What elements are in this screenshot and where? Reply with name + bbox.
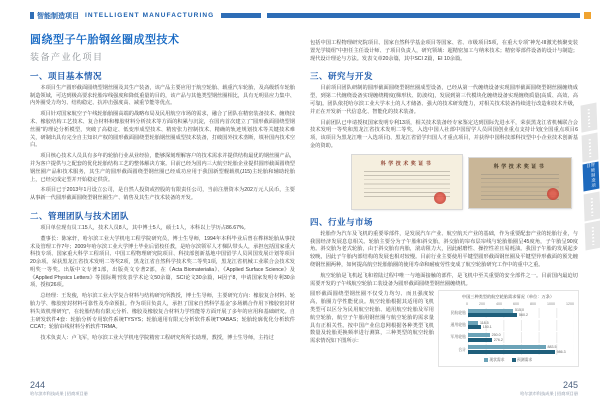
paragraph: 本项目已于2013年1月设立公司，是自然人投资或控股的有限责任公司，当前注册资本为202万元人民币，主要从事新一代圆形截面圆绕型钢丝圈生产、销售及其生产技术装备的开发。: [30, 187, 295, 202]
side-index-tabs: [580, 104, 600, 249]
right-footer: [310, 380, 578, 397]
active-tab-label: 智能制造项目: [586, 161, 597, 189]
legend-chip: [484, 358, 488, 362]
legend-label: 预测需求: [517, 357, 533, 362]
paragraph: 圆形截面圆绕型钢丝圈不仅受力均匀、而且强度较高，胎圈力学性能优良。航空轮胎根据其适用的飞机类型可以区分为民用航空轮胎、通用航空轮胎及军用航空轮胎，航空子午胎用钢丝圈与航空轮胎的需求量具有正相关性。按中国产业信息网根据各种类型飞机数量及轮胎更换频率进行测算，三种类型的航空轮胎需求情况如下图所示：: [310, 291, 434, 345]
paragraph: 本项目生产圆形截面圆绕型钢丝圈及其生产装备，该产品主要应用于航空轮胎、载重汽车轮胎，及高级轿车轮胎制造领域，可达到极高要求轮胎帘线强度和降低重量的目的，该产品与其他类型钢丝圈相比，具有无明显应力集中、内外圈受力均匀、结构稳定、抗冲击强度高、减重节能等优点。: [30, 84, 295, 107]
market-row: [310, 291, 578, 365]
section-heading-3: 三、研究与开发: [310, 71, 374, 82]
paragraph: 技术负责人：卢飞军，哈尔滨工业大学机电学院精密工程研究所所长助理，教授，博士生导师，主持过: [40, 335, 274, 342]
certificate-title: 科学技术奖证书: [493, 163, 547, 170]
page-header: [30, 11, 591, 20]
certificate-photos: [352, 155, 578, 209]
chart-bar: [468, 308, 524, 313]
header-orange-accent: [584, 12, 591, 19]
paragraph: 董事长：陈家轩，哈尔滨工业大学机电工程学院研究员，博士生导师，1994年本科毕业后曾在桦林轮胎从事技术及管理工作7年；2009年哈尔滨工业大学博士毕业后留校任教，是哈尔滨领军人才梯队带头人，承担包括国家重大科技专项、国家重大科学工程项目、中国工程物理研究院项目、科技部创新基地中国留学人员回国发展计划等项目20余项。荣获黑龙江省技术发明二等奖2项，黑龙江省自然科学技术奖二等奖1项，黑龙江省机械工业联合会技术发明奖一等奖。出版中文专著1部，出版英文专著2部，在《Acta Biomaterialia》、《Applied Surface Science》及《Applied Physics Letters》等国际期刊发表学术论文50余篇，SCI论文30余篇，H因子8，申请国家发明专利30余项，授权26项。: [30, 235, 295, 289]
chart-value-label: 250.0: [491, 332, 501, 337]
chart-value-label: 150.1: [482, 325, 492, 330]
chart-row: [442, 344, 574, 355]
paragraph: 目前项目团队研制的圆形截面圆绕型钢丝圈成型设备，已经从第一代缠绕设备实现圆形截面圆绕型钢丝圈缠绕成型，到第二代缠绕设备实现缠绕精度(梯形状、防波纹)，发展到第三代模块化缠绕设备实现缠绕质量(高质、高效、高可靠)。团队依托哈尔滨工业大学本土的人才储备、强大的技术研发能力，对相关技术装备持续进行改造和技术升级，并正在开发新一代信息化、智能化的技术装备。: [310, 85, 578, 115]
chart-category-label: 合计: [458, 346, 466, 352]
header-label-zh: 智能制造项目: [37, 12, 79, 20]
chart-tick-label: 600: [513, 302, 519, 307]
page-title: 圆绕型子午胎钢丝圈成型技术: [30, 34, 180, 46]
legend-label: 现状需求: [489, 357, 505, 362]
chart-category-label: 民航轮胎: [450, 309, 466, 315]
footer-caption: 哈尔滨市科技成果 | 招商项目册: [520, 391, 578, 396]
chart-legend: [442, 358, 574, 363]
paragraph: 项目单位现有员工15人，技术人员8人，其中博士5人，硕士1人，本科以上学历占86.67%。: [40, 224, 249, 231]
paragraph: 总经理：王发俊，哈尔滨工业大学复合材料与结构研究所教授，博士生导师，主要研究方向：橡胶复合材料、轮胎力学、橡胶密封材料可靠性及寿命预报。作为项目负责人，承担了国家自然科学基金“多场耦合作用下橡胶密封材料失效机理研究”，在轮胎结构有限元分析、橡胶及橡胶复合材料力学性能等方面开展了多年的应用和基础研究。自主研发软件4套：轮胎分析专用软件系统TYSYS；轮胎通用有限元分析软件系统TYABAS；轮胎轮廓优化分析软件CCAT；轮胎帘线材料分析软件TRMA。: [30, 293, 295, 331]
paragraph: 目前团队已申请授权国家发明专利13项，相关技术装备经专家鉴定达到国际先进水平，荣获黑龙江省机械联合会技术发明一等奖和黑龙江省技术发明二等奖，入选中国人社部中国留学人员回国创业重点支持计划(全国重点项目6项，该项目为黑龙江唯一入选项目)、黑龙江省留学归国人才重点项目，并获得中国科技部科技型中小企业技术创新基金的资助。: [310, 119, 578, 149]
legend-item: [512, 358, 533, 363]
side-tab: [581, 102, 598, 132]
chart-row: [442, 332, 574, 343]
chart-category-label: 通用轮胎: [450, 322, 466, 328]
chart-rows: [442, 308, 574, 356]
chart-bar: [468, 345, 557, 350]
page-number: 245: [562, 380, 578, 390]
chart-track: [468, 332, 574, 343]
chart-value-label: 276.2: [493, 337, 503, 342]
page-number: 244: [30, 380, 46, 390]
left-footer: [30, 380, 88, 397]
header-square-icon: [30, 12, 34, 19]
side-tab: [582, 132, 599, 162]
paragraph: 航空轮胎是飞机起飞和着陆过程中唯一与地面接触的部件，是飞机中至关重要的安全部件之一。目前国内最迫切需要开发的子午线航空轮胎工装设备为圆形截面圆绕型钢丝圈缠绕机。: [310, 272, 578, 287]
paragraph: 项目针对国家航空子午线轮胎胎圈高端的战略布局及民用航空市场的需求，融合了团队在精密装备技术、缠绕技术、橡胶结构工艺技术、复合材料和橡胶材料分析技术等方面的积累与沉淀，在国内首次建立了“圆形截面圆绕型钢丝圈”的理论分析模型，突破了高稳定、低变形成型技术、精密张力控制技术、精确的轨迹规划技术等关键技术难关，研制出具有完全自主知识产权的圆形截面圆绕型轮胎钢丝圈成型技术装备，打破国外技术垄断，填补国内技术空白。: [30, 111, 295, 149]
paragraph: 轮胎作为汽车及飞机的重要零部件，是发展汽车产业、航空航天产业的基础，作为重要配套产业的轮胎行业，与我国经济发展息息相关。轮胎主要分为子午胎和斜交胎，斜交胎的帘布层帘线与轮胎胎圈呈45度角，子午胎呈90度角。斜交胎为老式轮胎，由于斜交胎有内胎，滚动阻力大，因此耐磨性、操控性差且易耗油。我国子午胎的发展起步较晚，因此子午胎内部结构的发展也相对较慢。目前行业主要使用平键型圆形截面钢丝圈及平键型异形截面的预先缠绕钢丝圈两种，如何提高航空轮胎胎圈的使用寿命和耐疲劳性变成了航空轮胎研究工作中的重中之重。: [310, 230, 578, 268]
tab-text-placeholder: [587, 108, 590, 126]
paragraph: 项目核心技术人员具有多年的轮胎行业从业经验，能够深刻理解客户的技术需求并提供结构最优的钢丝圈产品，并为客户提供与之配套的优化轮胎结构工艺的整体解决方案。目前已经为国内三大航空轮胎企业提供圆形截面圆绕型钢丝圈产品和技术服务，其生产的圆形截面圆绕型钢丝圈已经成功应用于我国新型舰载机(J15)主轮胎和辅助轮胎上，已经完成定型并开始稳定供货。: [30, 153, 295, 183]
red-seal-icon: [434, 192, 446, 204]
chart-tick-label: 400: [496, 302, 502, 307]
certificate-photo-1: [352, 155, 462, 209]
chart-tick-label: 0: [466, 302, 468, 307]
chart-row: [442, 320, 574, 331]
chart-value-label: 560.2: [518, 313, 528, 318]
legend-item: [484, 358, 505, 363]
section-heading-1: 一、项目基本情况: [30, 70, 103, 81]
chart-tick-label: 200: [479, 302, 485, 307]
chart-track: [468, 308, 574, 319]
chart-tick-label: 1200: [566, 302, 574, 307]
chart-row: [442, 308, 574, 319]
market-text-column: [310, 291, 434, 365]
side-tab-active: [583, 161, 600, 191]
chart-bar: [468, 313, 528, 318]
chart-bar: [468, 332, 501, 337]
chart-track: [468, 344, 574, 355]
footer-caption: 哈尔滨市科技成果 | 招商项目册: [30, 391, 88, 396]
header-label-en: INTELLIGENT MANUFACTURING: [85, 12, 215, 19]
certificate-photo-2: [469, 158, 571, 208]
tab-text-placeholder: [588, 138, 591, 156]
chart-value-label: 986.3: [556, 349, 566, 354]
chart-value-label: 515.0: [514, 308, 524, 313]
side-tab: [584, 191, 600, 221]
section-heading-2: 二、管理团队与技术团队: [30, 210, 130, 221]
tab-text-placeholder: [592, 226, 595, 244]
chart-tick-label: 1000: [547, 302, 555, 307]
chart-category-label: 军用轮胎: [450, 334, 466, 340]
header-bar-short: [221, 13, 261, 18]
section-heading-4: 四、行业与市场: [310, 216, 374, 227]
certificate-title: 科学技术奖证书: [380, 160, 434, 167]
chart-value-label: 883.5: [547, 345, 557, 350]
right-page: [310, 40, 578, 366]
tab-text-placeholder: [590, 197, 593, 215]
chart-track: [468, 320, 574, 331]
legend-chip: [512, 358, 516, 362]
chart-bar: [468, 337, 503, 342]
chart-value-label: 118.5: [479, 320, 489, 325]
chart-title: 中国三种类型的航空轮胎需求情况（单位：万条）: [461, 294, 555, 300]
chart-bar: [468, 349, 566, 354]
red-seal-icon: [547, 188, 559, 200]
chart-tick-label: 800: [530, 302, 536, 307]
page-subtitle: 装备产业化项目: [30, 51, 104, 62]
demand-chart: [439, 291, 578, 365]
chart-bar: [468, 320, 489, 325]
chart-axis-ticks: [466, 302, 574, 306]
left-page: [30, 34, 295, 346]
side-tab: [585, 220, 600, 250]
chart-bar: [468, 325, 492, 330]
header-bar-long: [267, 13, 580, 18]
paragraph: 包括中国工程物理研究院项目、国家自然科学基金项目等国家、省、市级项目5项，在重大专项“神光-III激光核聚变装置光学镜组”中担任主任设计师、子项目负责人，研究领域：超精密加工与纳米技术；精密零部件设备的设计与制造；现代设计理论与方法。发表文章20余篇，其中SCI 2篇，EI 10余篇。: [310, 40, 578, 62]
